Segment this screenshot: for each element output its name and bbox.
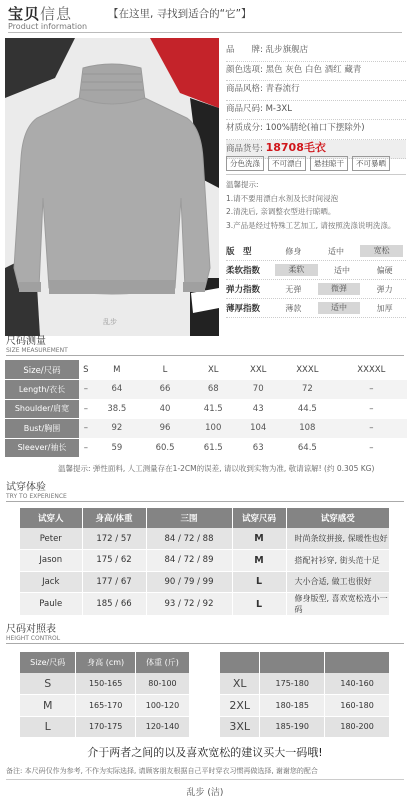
table-cell: 177 / 67 (82, 571, 146, 593)
table-cell: 172 / 57 (82, 528, 146, 550)
section-title: 尺码对照表 (6, 624, 56, 635)
tips-line: 2.清洗后, 亲调整衣型进行晾晒。 (226, 207, 336, 216)
table-cell: – (79, 380, 93, 400)
section-subtitle: TRY TO EXPERIENCE (6, 493, 67, 500)
table-cell: 61.5 (189, 438, 237, 458)
table-cell: 时尚条纹拼接, 保暖性也好 (286, 528, 390, 550)
column-header (325, 652, 390, 673)
table-cell: L (232, 571, 286, 593)
info-label: 材质成分: (226, 123, 266, 133)
info-value: M-3XL (265, 103, 292, 114)
table-cell: M (232, 528, 286, 550)
attr-option: 加厚 (376, 303, 393, 313)
attr-option-selected: 柔软 (275, 264, 318, 276)
attribute-scale (226, 242, 406, 318)
care-tips (226, 178, 410, 232)
table-cell: 170-175 (76, 716, 136, 738)
table-cell: 100-120 (135, 695, 189, 717)
table-cell: 66 (141, 380, 189, 400)
table-cell: 84 / 72 / 89 (146, 550, 232, 572)
table-cell: XL (220, 673, 260, 695)
attr-option: 薄款 (285, 303, 302, 313)
footnote: 备注: 本尺码仅作为参考, 不作为实际选择, 请顾客朋友根据自己平时穿衣习惯再做选择, 谢谢您的配合 (6, 767, 318, 775)
attr-row-softness (226, 261, 406, 280)
info-label: 商品货号: (226, 143, 266, 154)
info-row-size (226, 101, 406, 121)
table-cell: 44.5 (279, 399, 336, 419)
column-header (260, 652, 325, 673)
row-label: Shoulder/肩宽 (5, 399, 79, 419)
table-cell: 80-100 (135, 673, 189, 695)
table-cell: 185 / 66 (82, 593, 146, 616)
attr-label: 版 型 (226, 247, 252, 257)
table-cell: 100 (189, 419, 237, 439)
attr-option-selected: 宽松 (360, 245, 403, 257)
size-advice: 介于两者之间的以及喜欢宽松的建议买大一码哦! (87, 746, 323, 759)
table-cell: 大小合适, 做工也很好 (286, 571, 390, 593)
column-header: 试穿人 (20, 508, 82, 528)
hw-table-header (20, 652, 190, 673)
info-row-brand (226, 42, 406, 62)
sweater-illustration (5, 38, 219, 336)
tips-line: 1.请不要用漂白水剂及长时间浸泡 (226, 193, 339, 203)
column-header: 身高 (cm) (76, 652, 136, 673)
size-header: L (141, 360, 189, 380)
table-cell: 64 (93, 380, 141, 400)
column-header: 三围 (146, 508, 232, 528)
table-cell: 108 (279, 419, 336, 439)
table-cell: M (20, 695, 76, 717)
attr-label: 弹力指数 (226, 285, 261, 295)
table-cell: 修身版型, 喜欢宽松选小一码 (286, 593, 390, 616)
table-cell: 180-185 (260, 695, 325, 717)
attr-option-selected: 微弹 (318, 283, 361, 295)
table-cell: 120-140 (135, 716, 189, 738)
column-header: 身高/体重 (82, 508, 146, 528)
table-cell: 180-200 (325, 716, 390, 738)
tips-line: 3.产品是经过特殊工艺加工, 请按照洗涤说明洗涤。 (226, 220, 396, 230)
brand-footer: 乱步 (洁) (186, 788, 224, 798)
table-cell: 3XL (220, 716, 260, 738)
table-cell: 43 (237, 399, 279, 419)
footer-divider (6, 779, 404, 780)
care-divider (226, 174, 406, 175)
row-label: Sleever/袖长 (5, 438, 79, 458)
attr-option-selected: 适中 (318, 302, 361, 314)
table-cell: 175 / 62 (82, 550, 146, 572)
table-row (220, 716, 390, 738)
try-on-table (20, 508, 390, 616)
info-row-material (226, 120, 406, 140)
table-cell: Paule (20, 593, 82, 616)
svg-text:乱步: 乱步 (103, 318, 117, 326)
column-header (220, 652, 260, 673)
size-table (5, 360, 407, 458)
row-label: Length/衣长 (5, 380, 79, 400)
table-cell: Jason (20, 550, 82, 572)
table-cell: – (79, 419, 93, 439)
info-label: 商品风格: (226, 84, 266, 94)
table-cell: 59 (93, 438, 141, 458)
table-cell: 140-160 (325, 673, 390, 695)
table-cell: – (336, 419, 407, 439)
table-cell: – (336, 399, 407, 419)
column-header: 试穿尺码 (232, 508, 286, 528)
table-cell: 63 (237, 438, 279, 458)
section-subtitle: HEIGHT CONTROL (6, 635, 61, 642)
info-row-style (226, 81, 406, 101)
table-cell: M (232, 550, 286, 572)
try-table-header (20, 508, 390, 528)
info-value: 黑色 灰色 白色 酒红 藏青 (265, 64, 362, 75)
table-row (20, 571, 390, 593)
attr-option: 偏硬 (376, 265, 393, 275)
table-cell: 90 / 79 / 99 (146, 571, 232, 593)
size-header: M (93, 360, 141, 380)
size-header: S (79, 360, 93, 380)
info-value: 100%腈纶(袖口下摆除外) (265, 123, 365, 133)
table-row (20, 528, 390, 550)
table-cell: 165-170 (76, 695, 136, 717)
care-labels (226, 156, 408, 171)
care-label: 分色洗涤 (226, 156, 264, 171)
table-cell: Jack (20, 571, 82, 593)
column-header: Size/尺码 (20, 652, 76, 673)
size-header: XXXXL (336, 360, 407, 380)
info-label: 品 牌: (226, 45, 266, 55)
size-table-header (5, 360, 407, 380)
header-subtitle-en: Product information (8, 22, 88, 31)
size-header: XL (189, 360, 237, 380)
table-cell: – (79, 438, 93, 458)
section-title: 试穿体验 (6, 482, 46, 493)
table-cell: 104 (237, 419, 279, 439)
info-value: 青春流行 (265, 84, 300, 94)
try-section-heading (6, 478, 67, 500)
header-title-sub: 信息 (40, 5, 73, 23)
table-cell: 41.5 (189, 399, 237, 419)
attr-option: 无弹 (285, 284, 302, 294)
table-cell: – (79, 399, 93, 419)
product-info-list (226, 42, 406, 159)
table-row (20, 593, 390, 616)
info-label: 颜色选项: (226, 64, 266, 75)
table-row (20, 673, 190, 695)
size-header: XXXL (279, 360, 336, 380)
header-slogan: 【在这里, 寻找到适合的“它”】 (108, 8, 252, 20)
table-row (20, 550, 390, 572)
size-section-divider (6, 355, 404, 356)
height-weight-table-right (220, 652, 390, 738)
table-cell: 38.5 (93, 399, 141, 419)
table-cell: 92 (93, 419, 141, 439)
hw-section-heading (6, 620, 60, 642)
attr-label: 薄厚指数 (226, 304, 261, 314)
column-header: 试穿感受 (286, 508, 390, 528)
table-cell: – (336, 380, 407, 400)
care-label: 不可暴晒 (352, 156, 390, 171)
column-header: 体重 (斤) (135, 652, 189, 673)
table-cell: 96 (141, 419, 189, 439)
table-cell: 150-165 (76, 673, 136, 695)
attr-option: 弹力 (376, 284, 393, 294)
info-row-colors (226, 62, 406, 82)
table-cell: 160-180 (325, 695, 390, 717)
header-title-main: 宝贝 (8, 5, 41, 23)
attr-row-elasticity (226, 280, 406, 299)
page-header (0, 0, 410, 34)
attr-option: 修身 (285, 246, 302, 256)
hw-section-divider (6, 643, 404, 644)
care-label: 不可漂白 (268, 156, 306, 171)
table-cell: Peter (20, 528, 82, 550)
size-section-heading (6, 332, 68, 354)
table-cell: 搭配衬衫穿, 街头范十足 (286, 550, 390, 572)
try-section-divider (6, 501, 404, 502)
product-photo (5, 38, 219, 336)
tips-title: 温馨提示: (226, 180, 259, 189)
table-row (220, 673, 390, 695)
attr-option: 适中 (328, 246, 344, 256)
table-cell: 175-180 (260, 673, 325, 695)
table-cell: 72 (279, 380, 336, 400)
attr-row-fit (226, 242, 406, 261)
table-row (5, 419, 407, 439)
info-value: 乱步旗舰店 (265, 45, 309, 55)
header-divider (8, 32, 402, 33)
size-corner: Size/尺码 (5, 360, 79, 380)
table-cell: 70 (237, 380, 279, 400)
table-cell: L (232, 593, 286, 616)
table-cell: 84 / 72 / 88 (146, 528, 232, 550)
attr-row-thickness (226, 299, 406, 318)
info-value-sku: 18708毛衣 (265, 140, 326, 154)
table-cell: 64.5 (279, 438, 336, 458)
header-title (8, 3, 72, 24)
height-weight-table-left (20, 652, 190, 738)
hw-table-header (220, 652, 390, 673)
table-cell: S (20, 673, 76, 695)
table-cell: L (20, 716, 76, 738)
info-label: 商品尺码: (226, 103, 266, 114)
table-cell: 93 / 72 / 92 (146, 593, 232, 616)
table-cell: 60.5 (141, 438, 189, 458)
table-row (5, 438, 407, 458)
table-row (20, 716, 190, 738)
table-cell: 185-190 (260, 716, 325, 738)
section-subtitle: SIZE MEASUREMENT (6, 347, 68, 354)
table-row (5, 399, 407, 419)
attr-option: 适中 (334, 265, 350, 275)
table-cell: – (336, 438, 407, 458)
table-cell: 2XL (220, 695, 260, 717)
table-row (220, 695, 390, 717)
size-header: XXL (237, 360, 279, 380)
table-cell: 40 (141, 399, 189, 419)
table-row (5, 380, 407, 400)
care-label: 悬挂晾干 (310, 156, 348, 171)
size-note: 温馨提示: 弹性面料, 人工测量存在1-2CM的误差, 请以收到实物为准, 敬请谅解! (约 0.305 KG) (58, 464, 375, 473)
row-label: Bust/胸围 (5, 419, 79, 439)
table-cell: 68 (189, 380, 237, 400)
attr-label: 柔软指数 (226, 266, 261, 276)
table-row (20, 695, 190, 717)
section-title: 尺码测量 (6, 336, 46, 347)
